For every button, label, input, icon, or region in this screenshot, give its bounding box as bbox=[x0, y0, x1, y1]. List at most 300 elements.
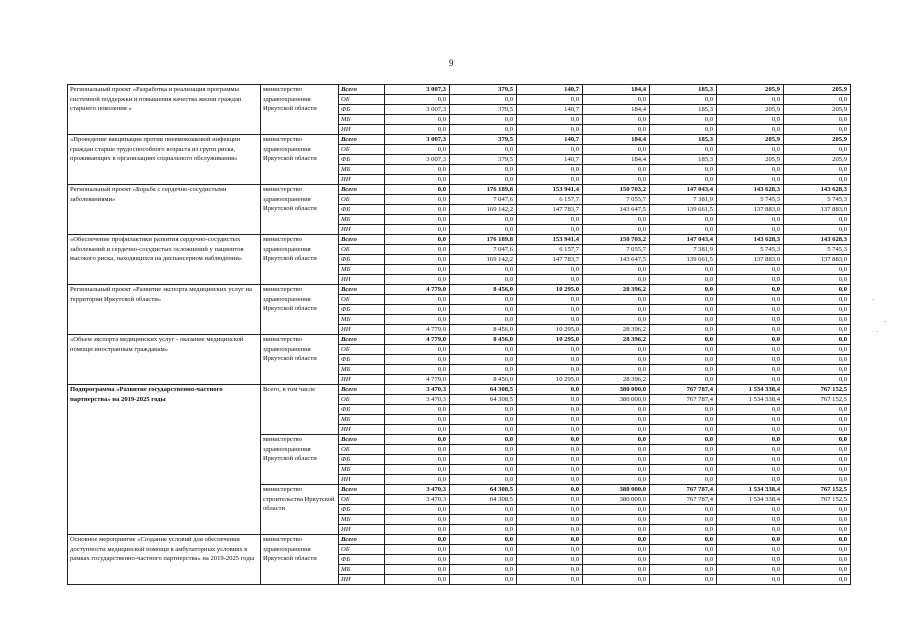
amount-cell: 0,0 bbox=[650, 275, 717, 285]
table-row bbox=[68, 185, 851, 195]
amount-cell: 0,0 bbox=[717, 275, 784, 285]
amount-cell: 0,0 bbox=[583, 455, 650, 465]
amount-cell: 0,0 bbox=[650, 345, 717, 355]
funding-source-cell: Всего bbox=[339, 185, 385, 195]
amount-cell: 0,0 bbox=[517, 95, 583, 105]
amount-cell: 0,0 bbox=[517, 355, 583, 365]
amount-cell: 0,0 bbox=[650, 315, 717, 325]
amount-cell: 185,3 bbox=[650, 135, 717, 145]
amount-cell: 0,0 bbox=[385, 415, 450, 425]
amount-cell: 0,0 bbox=[784, 405, 851, 415]
amount-cell: 143 647,5 bbox=[583, 255, 650, 265]
amount-cell: 0,0 bbox=[784, 465, 851, 475]
amount-cell: 0,0 bbox=[385, 175, 450, 185]
amount-cell: 0,0 bbox=[385, 545, 450, 555]
amount-cell: 0,0 bbox=[784, 145, 851, 155]
amount-cell: 0,0 bbox=[517, 525, 583, 535]
amount-cell: 0,0 bbox=[717, 505, 784, 515]
amount-cell: 0,0 bbox=[650, 365, 717, 375]
amount-cell: 3 470,3 bbox=[385, 485, 450, 495]
amount-cell: 0,0 bbox=[450, 125, 517, 135]
amount-cell: 4 779,0 bbox=[385, 285, 450, 295]
amount-cell: 0,0 bbox=[784, 445, 851, 455]
amount-cell: 0,0 bbox=[583, 405, 650, 415]
amount-cell: 0,0 bbox=[385, 245, 450, 255]
amount-cell: 0,0 bbox=[717, 575, 784, 585]
program-name-cell: Региональный проект «Развитие экспорта медицинских услуг на территории Иркутской области» bbox=[68, 285, 261, 335]
amount-cell: 143 647,5 bbox=[583, 205, 650, 215]
amount-cell: 0,0 bbox=[385, 575, 450, 585]
amount-cell: 205,9 bbox=[717, 155, 784, 165]
amount-cell: 0,0 bbox=[517, 165, 583, 175]
amount-cell: 0,0 bbox=[385, 95, 450, 105]
amount-cell: 0,0 bbox=[450, 535, 517, 545]
amount-cell: 205,9 bbox=[717, 135, 784, 145]
funding-source-cell: ИИ bbox=[339, 275, 385, 285]
amount-cell: 767 152,5 bbox=[784, 495, 851, 505]
amount-cell: 7 055,7 bbox=[583, 245, 650, 255]
amount-cell: 0,0 bbox=[583, 445, 650, 455]
amount-cell: 0,0 bbox=[583, 95, 650, 105]
amount-cell: 0,0 bbox=[385, 555, 450, 565]
amount-cell: 8 456,0 bbox=[450, 325, 517, 335]
amount-cell: 3 470,3 bbox=[385, 395, 450, 405]
amount-cell: 0,0 bbox=[784, 325, 851, 335]
amount-cell: 0,0 bbox=[717, 325, 784, 335]
funding-source-cell: Всего bbox=[339, 135, 385, 145]
program-name-cell: Основное мероприятие «Создание условий для обеспечения доступности медицинской помощи в амбулаторных условиях в рамках государственно-частного партнерства» на 2019-2025 годы bbox=[68, 535, 261, 585]
amount-cell: 0,0 bbox=[717, 315, 784, 325]
amount-cell: 0,0 bbox=[650, 525, 717, 535]
funding-source-cell: Всего bbox=[339, 385, 385, 395]
amount-cell: 64 308,5 bbox=[450, 485, 517, 495]
amount-cell: 0,0 bbox=[784, 315, 851, 325]
amount-cell: 10 295,0 bbox=[517, 325, 583, 335]
amount-cell: 0,0 bbox=[717, 225, 784, 235]
amount-cell: 0,0 bbox=[717, 335, 784, 345]
funding-source-cell: ИИ bbox=[339, 125, 385, 135]
responsible-org-cell: Всего, в том числе bbox=[261, 385, 339, 435]
amount-cell: 0,0 bbox=[583, 525, 650, 535]
amount-cell: 0,0 bbox=[385, 465, 450, 475]
funding-source-cell: ФБ bbox=[339, 355, 385, 365]
amount-cell: 767 787,4 bbox=[650, 485, 717, 495]
table-row bbox=[68, 385, 851, 395]
amount-cell: 0,0 bbox=[650, 575, 717, 585]
funding-source-cell: ОБ bbox=[339, 195, 385, 205]
amount-cell: 0,0 bbox=[450, 455, 517, 465]
amount-cell: 0,0 bbox=[385, 255, 450, 265]
amount-cell: 0,0 bbox=[517, 265, 583, 275]
funding-source-cell: ФБ bbox=[339, 505, 385, 515]
amount-cell: 0,0 bbox=[650, 175, 717, 185]
amount-cell: 6 157,7 bbox=[517, 245, 583, 255]
amount-cell: 0,0 bbox=[583, 295, 650, 305]
amount-cell: 0,0 bbox=[717, 475, 784, 485]
amount-cell: 0,0 bbox=[650, 445, 717, 455]
amount-cell: 0,0 bbox=[650, 415, 717, 425]
amount-cell: 0,0 bbox=[583, 345, 650, 355]
amount-cell: 28 396,2 bbox=[583, 325, 650, 335]
amount-cell: 0,0 bbox=[650, 425, 717, 435]
amount-cell: 0,0 bbox=[385, 525, 450, 535]
amount-cell: 0,0 bbox=[784, 575, 851, 585]
amount-cell: 64 308,5 bbox=[450, 395, 517, 405]
amount-cell: 0,0 bbox=[385, 315, 450, 325]
amount-cell: 153 941,4 bbox=[517, 235, 583, 245]
funding-source-cell: МБ bbox=[339, 365, 385, 375]
amount-cell: 0,0 bbox=[784, 225, 851, 235]
amount-cell: 767 787,4 bbox=[650, 395, 717, 405]
amount-cell: 0,0 bbox=[517, 405, 583, 415]
amount-cell: 0,0 bbox=[717, 215, 784, 225]
funding-source-cell: МБ bbox=[339, 215, 385, 225]
amount-cell: 0,0 bbox=[650, 455, 717, 465]
amount-cell: 0,0 bbox=[717, 545, 784, 555]
amount-cell: 0,0 bbox=[450, 275, 517, 285]
amount-cell: 0,0 bbox=[517, 145, 583, 155]
amount-cell: 767 152,5 bbox=[784, 485, 851, 495]
amount-cell: 0,0 bbox=[583, 315, 650, 325]
amount-cell: 0,0 bbox=[517, 395, 583, 405]
amount-cell: 8 456,0 bbox=[450, 335, 517, 345]
amount-cell: 0,0 bbox=[717, 295, 784, 305]
amount-cell: 3 007,3 bbox=[385, 135, 450, 145]
amount-cell: 0,0 bbox=[650, 475, 717, 485]
amount-cell: 0,0 bbox=[784, 555, 851, 565]
program-name-cell: Подпрограмма «Развитие государственно-частного партнерства» на 2019-2025 годы bbox=[68, 385, 261, 535]
amount-cell: 0,0 bbox=[784, 535, 851, 545]
amount-cell: 0,0 bbox=[385, 345, 450, 355]
amount-cell: 0,0 bbox=[517, 455, 583, 465]
amount-cell: 5 745,3 bbox=[784, 195, 851, 205]
amount-cell: 0,0 bbox=[517, 295, 583, 305]
amount-cell: 0,0 bbox=[517, 115, 583, 125]
amount-cell: 0,0 bbox=[650, 225, 717, 235]
amount-cell: 0,0 bbox=[583, 475, 650, 485]
amount-cell: 0,0 bbox=[385, 535, 450, 545]
amount-cell: 0,0 bbox=[650, 535, 717, 545]
table-row bbox=[68, 335, 851, 345]
amount-cell: 0,0 bbox=[784, 505, 851, 515]
amount-cell: 176 189,8 bbox=[450, 235, 517, 245]
amount-cell: 0,0 bbox=[385, 225, 450, 235]
amount-cell: 0,0 bbox=[385, 125, 450, 135]
amount-cell: 0,0 bbox=[650, 335, 717, 345]
amount-cell: 0,0 bbox=[385, 185, 450, 195]
amount-cell: 0,0 bbox=[650, 215, 717, 225]
amount-cell: 0,0 bbox=[517, 435, 583, 445]
responsible-org-cell: министерство здравоохранения Иркутской области bbox=[261, 185, 339, 235]
amount-cell: 0,0 bbox=[717, 525, 784, 535]
program-name-cell: «Объем экспорта медицинских услуг - оказание медицинской помощи иностранным гражданам» bbox=[68, 335, 261, 385]
amount-cell: 0,0 bbox=[650, 355, 717, 365]
responsible-org-cell: министерство здравоохранения Иркутской области bbox=[261, 85, 339, 135]
amount-cell: 7 055,7 bbox=[583, 195, 650, 205]
amount-cell: 0,0 bbox=[784, 265, 851, 275]
funding-source-cell: Всего bbox=[339, 235, 385, 245]
amount-cell: 0,0 bbox=[450, 365, 517, 375]
amount-cell: 139 661,5 bbox=[650, 205, 717, 215]
amount-cell: 0,0 bbox=[583, 355, 650, 365]
responsible-org-cell: министерство здравоохранения Иркутской области bbox=[261, 435, 339, 485]
amount-cell: 0,0 bbox=[717, 435, 784, 445]
amount-cell: 0,0 bbox=[583, 435, 650, 445]
funding-source-cell: МБ bbox=[339, 465, 385, 475]
amount-cell: 0,0 bbox=[650, 515, 717, 525]
amount-cell: 0,0 bbox=[650, 565, 717, 575]
amount-cell: 1 534 338,4 bbox=[717, 485, 784, 495]
amount-cell: 0,0 bbox=[583, 365, 650, 375]
funding-source-cell: ОБ bbox=[339, 145, 385, 155]
table-row bbox=[68, 285, 851, 295]
amount-cell: 5 745,3 bbox=[717, 195, 784, 205]
amount-cell: 0,0 bbox=[517, 535, 583, 545]
amount-cell: 0,0 bbox=[450, 525, 517, 535]
amount-cell: 0,0 bbox=[717, 445, 784, 455]
amount-cell: 0,0 bbox=[784, 455, 851, 465]
amount-cell: 0,0 bbox=[717, 465, 784, 475]
amount-cell: 0,0 bbox=[784, 285, 851, 295]
amount-cell: 4 779,0 bbox=[385, 335, 450, 345]
responsible-org-cell: министерство здравоохранения Иркутской области bbox=[261, 135, 339, 185]
amount-cell: 0,0 bbox=[784, 215, 851, 225]
funding-source-cell: МБ bbox=[339, 265, 385, 275]
funding-source-cell: ИИ bbox=[339, 225, 385, 235]
amount-cell: 0,0 bbox=[583, 545, 650, 555]
amount-cell: 0,0 bbox=[784, 415, 851, 425]
funding-source-cell: ФБ bbox=[339, 305, 385, 315]
amount-cell: 7 047,6 bbox=[450, 245, 517, 255]
amount-cell: 143 628,3 bbox=[717, 185, 784, 195]
program-name-cell: «Проведение вакцинации против пневмококковой инфекции граждан старше трудоспособного возраста из групп риска, проживающих в организациях социального обслуживания» bbox=[68, 135, 261, 185]
amount-cell: 140,7 bbox=[517, 155, 583, 165]
amount-cell: 0,0 bbox=[450, 575, 517, 585]
amount-cell: 0,0 bbox=[583, 125, 650, 135]
table-row bbox=[68, 535, 851, 545]
responsible-org-cell: министерство здравоохранения Иркутской области bbox=[261, 335, 339, 385]
amount-cell: 28 396,2 bbox=[583, 335, 650, 345]
amount-cell: 0,0 bbox=[650, 435, 717, 445]
amount-cell: 0,0 bbox=[717, 425, 784, 435]
margin-mark: · bbox=[872, 296, 875, 304]
amount-cell: 0,0 bbox=[583, 305, 650, 315]
amount-cell: 147 783,7 bbox=[517, 255, 583, 265]
amount-cell: 0,0 bbox=[450, 545, 517, 555]
amount-cell: 0,0 bbox=[385, 445, 450, 455]
amount-cell: 4 779,0 bbox=[385, 375, 450, 385]
funding-source-cell: МБ bbox=[339, 415, 385, 425]
amount-cell: 0,0 bbox=[650, 145, 717, 155]
amount-cell: 205,9 bbox=[784, 85, 851, 95]
funding-source-cell: ИИ bbox=[339, 525, 385, 535]
amount-cell: 0,0 bbox=[583, 425, 650, 435]
amount-cell: 7 047,6 bbox=[450, 195, 517, 205]
amount-cell: 0,0 bbox=[450, 175, 517, 185]
amount-cell: 0,0 bbox=[583, 575, 650, 585]
amount-cell: 0,0 bbox=[784, 165, 851, 175]
amount-cell: 0,0 bbox=[583, 175, 650, 185]
amount-cell: 0,0 bbox=[784, 565, 851, 575]
amount-cell: 767 787,4 bbox=[650, 385, 717, 395]
amount-cell: 0,0 bbox=[517, 215, 583, 225]
amount-cell: 140,7 bbox=[517, 85, 583, 95]
table-row bbox=[68, 85, 851, 95]
amount-cell: 0,0 bbox=[784, 355, 851, 365]
amount-cell: 184,4 bbox=[583, 105, 650, 115]
amount-cell: 0,0 bbox=[784, 305, 851, 315]
amount-cell: 380 000,0 bbox=[583, 495, 650, 505]
amount-cell: 0,0 bbox=[784, 375, 851, 385]
amount-cell: 0,0 bbox=[650, 555, 717, 565]
amount-cell: 153 941,4 bbox=[517, 185, 583, 195]
funding-source-cell: ОБ bbox=[339, 295, 385, 305]
amount-cell: 10 295,0 bbox=[517, 375, 583, 385]
amount-cell: 147 043,4 bbox=[650, 235, 717, 245]
funding-source-cell: ИИ bbox=[339, 575, 385, 585]
amount-cell: 184,4 bbox=[583, 135, 650, 145]
margin-mark: · bbox=[884, 318, 887, 326]
amount-cell: 0,0 bbox=[450, 565, 517, 575]
amount-cell: 0,0 bbox=[517, 175, 583, 185]
amount-cell: 0,0 bbox=[385, 355, 450, 365]
amount-cell: 5 745,3 bbox=[717, 245, 784, 255]
amount-cell: 10 295,0 bbox=[517, 335, 583, 345]
amount-cell: 379,5 bbox=[450, 105, 517, 115]
amount-cell: 0,0 bbox=[385, 295, 450, 305]
amount-cell: 380 000,0 bbox=[583, 485, 650, 495]
amount-cell: 0,0 bbox=[784, 365, 851, 375]
amount-cell: 0,0 bbox=[717, 345, 784, 355]
amount-cell: 0,0 bbox=[784, 345, 851, 355]
table-body bbox=[68, 85, 851, 585]
amount-cell: 64 308,5 bbox=[450, 385, 517, 395]
amount-cell: 767 152,5 bbox=[784, 395, 851, 405]
amount-cell: 0,0 bbox=[385, 435, 450, 445]
amount-cell: 0,0 bbox=[784, 525, 851, 535]
amount-cell: 0,0 bbox=[450, 425, 517, 435]
funding-source-cell: МБ bbox=[339, 165, 385, 175]
amount-cell: 4 779,0 bbox=[385, 325, 450, 335]
funding-source-cell: ФБ bbox=[339, 205, 385, 215]
funding-source-cell: ИИ bbox=[339, 425, 385, 435]
amount-cell: 0,0 bbox=[517, 575, 583, 585]
amount-cell: 176 189,8 bbox=[450, 185, 517, 195]
amount-cell: 0,0 bbox=[717, 405, 784, 415]
amount-cell: 0,0 bbox=[784, 175, 851, 185]
funding-source-cell: ОБ bbox=[339, 445, 385, 455]
amount-cell: 0,0 bbox=[517, 495, 583, 505]
table-row bbox=[68, 135, 851, 145]
amount-cell: 143 628,3 bbox=[717, 235, 784, 245]
amount-cell: 0,0 bbox=[650, 295, 717, 305]
amount-cell: 137 883,0 bbox=[784, 205, 851, 215]
amount-cell: 0,0 bbox=[385, 205, 450, 215]
amount-cell: 0,0 bbox=[450, 215, 517, 225]
amount-cell: 379,5 bbox=[450, 135, 517, 145]
amount-cell: 3 470,3 bbox=[385, 385, 450, 395]
budget-table bbox=[67, 84, 851, 585]
amount-cell: 0,0 bbox=[450, 405, 517, 415]
amount-cell: 1 534 338,4 bbox=[717, 395, 784, 405]
amount-cell: 0,0 bbox=[650, 325, 717, 335]
amount-cell: 137 883,0 bbox=[717, 205, 784, 215]
funding-source-cell: МБ bbox=[339, 515, 385, 525]
amount-cell: 0,0 bbox=[517, 445, 583, 455]
funding-source-cell: ФБ bbox=[339, 405, 385, 415]
amount-cell: 380 000,0 bbox=[583, 395, 650, 405]
amount-cell: 205,9 bbox=[784, 105, 851, 115]
amount-cell: 0,0 bbox=[517, 315, 583, 325]
amount-cell: 0,0 bbox=[784, 515, 851, 525]
funding-source-cell: ФБ bbox=[339, 255, 385, 265]
amount-cell: 143 628,3 bbox=[784, 185, 851, 195]
amount-cell: 0,0 bbox=[450, 355, 517, 365]
amount-cell: 0,0 bbox=[517, 465, 583, 475]
amount-cell: 28 396,2 bbox=[583, 375, 650, 385]
amount-cell: 0,0 bbox=[450, 295, 517, 305]
amount-cell: 0,0 bbox=[650, 505, 717, 515]
amount-cell: 169 142,2 bbox=[450, 255, 517, 265]
amount-cell: 0,0 bbox=[517, 275, 583, 285]
amount-cell: 0,0 bbox=[517, 125, 583, 135]
amount-cell: 0,0 bbox=[385, 425, 450, 435]
amount-cell: 0,0 bbox=[385, 475, 450, 485]
amount-cell: 0,0 bbox=[385, 215, 450, 225]
amount-cell: 0,0 bbox=[717, 455, 784, 465]
amount-cell: 0,0 bbox=[583, 165, 650, 175]
amount-cell: 150 703,2 bbox=[583, 185, 650, 195]
amount-cell: 0,0 bbox=[450, 165, 517, 175]
amount-cell: 0,0 bbox=[517, 345, 583, 355]
amount-cell: 137 883,0 bbox=[717, 255, 784, 265]
amount-cell: 184,4 bbox=[583, 85, 650, 95]
amount-cell: 3 007,3 bbox=[385, 105, 450, 115]
amount-cell: 0,0 bbox=[385, 515, 450, 525]
amount-cell: 0,0 bbox=[583, 465, 650, 475]
funding-source-cell: ИИ bbox=[339, 375, 385, 385]
amount-cell: 0,0 bbox=[784, 95, 851, 105]
amount-cell: 0,0 bbox=[583, 215, 650, 225]
funding-source-cell: ИИ bbox=[339, 175, 385, 185]
amount-cell: 0,0 bbox=[650, 405, 717, 415]
funding-source-cell: ФБ bbox=[339, 155, 385, 165]
amount-cell: 0,0 bbox=[450, 445, 517, 455]
amount-cell: 0,0 bbox=[517, 545, 583, 555]
amount-cell: 0,0 bbox=[650, 305, 717, 315]
amount-cell: 5 745,3 bbox=[784, 245, 851, 255]
amount-cell: 0,0 bbox=[450, 465, 517, 475]
amount-cell: 0,0 bbox=[450, 555, 517, 565]
funding-source-cell: Всего bbox=[339, 285, 385, 295]
funding-source-cell: ОБ bbox=[339, 495, 385, 505]
amount-cell: 0,0 bbox=[717, 355, 784, 365]
amount-cell: 0,0 bbox=[784, 275, 851, 285]
amount-cell: 0,0 bbox=[450, 115, 517, 125]
amount-cell: 0,0 bbox=[717, 375, 784, 385]
funding-source-cell: ФБ bbox=[339, 555, 385, 565]
amount-cell: 379,5 bbox=[450, 85, 517, 95]
amount-cell: 147 783,7 bbox=[517, 205, 583, 215]
amount-cell: 0,0 bbox=[583, 115, 650, 125]
amount-cell: 0,0 bbox=[717, 415, 784, 425]
amount-cell: 0,0 bbox=[517, 475, 583, 485]
amount-cell: 0,0 bbox=[385, 145, 450, 155]
amount-cell: 0,0 bbox=[650, 165, 717, 175]
funding-source-cell: ИИ bbox=[339, 325, 385, 335]
amount-cell: 0,0 bbox=[450, 515, 517, 525]
amount-cell: 0,0 bbox=[517, 425, 583, 435]
